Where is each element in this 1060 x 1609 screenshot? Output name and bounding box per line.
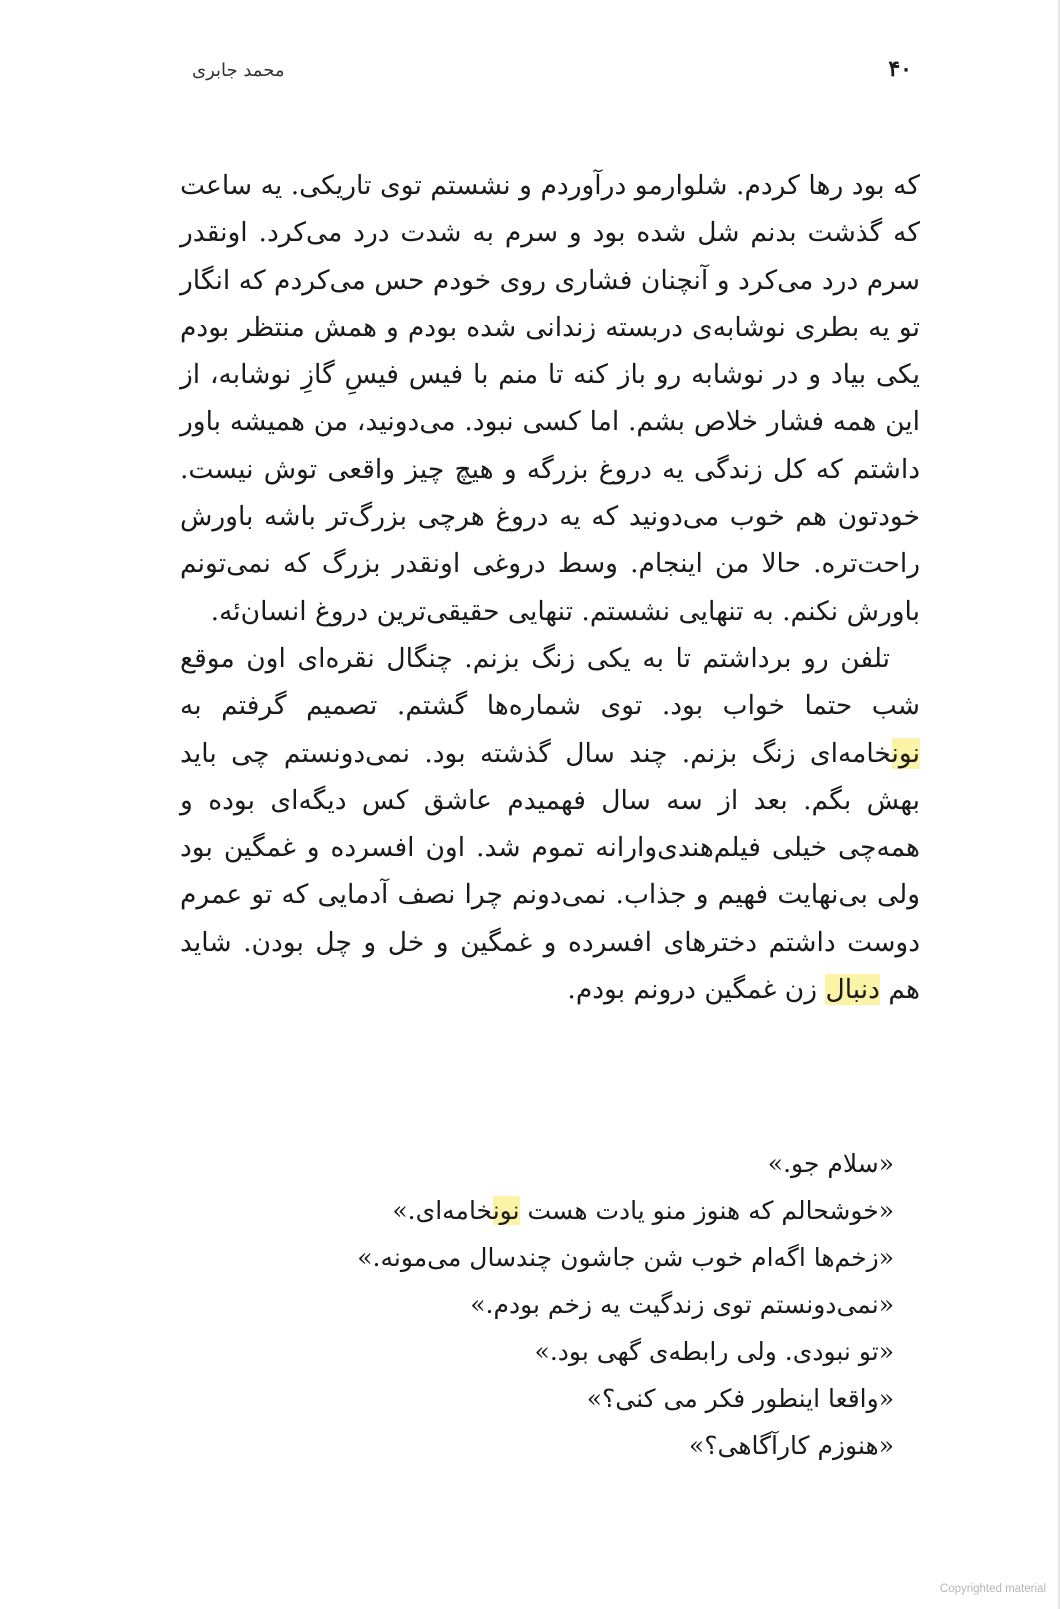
page-header	[192, 56, 912, 96]
paragraph-text: که بود رها کردم. شلوارمو درآوردم و نشستم توی تاریکی. یه ساعت که گذشت بدنم شل شده بود و سرم به شدت درد می‌کرد. اونقدر سرم درد می‌کرد و آنچنان فشاری روی خودم حس می‌کردم که انگار تو یه بطری نوشابه‌ی دربسته زندانی شده بودم و همش منتظر بودم یکی بیاد و در نوشابه رو باز کنه تا منم با فیس فیسِ گازِ نوشابه، از این همه فشار خلاص بشم. اما کسی نبود. می‌دونید، من همیشه باور داشتم که کل زندگی یه دروغ بزرگه و هیچ چیز واقعی توش نیست. خودتون هم خوب می‌دونید که یه دروغ هرچی بزرگ‌تر باشه باورش راحت‌تره. حالا من اینجام. وسط دروغی اونقدر بزرگ که نمی‌تونم باورش نکنم. به تنهایی نشستم. تنهایی حقیقی‌ترین دروغ انسان‌ئه.	[180, 170, 920, 627]
paragraph	[180, 635, 920, 1013]
dialogue-line	[180, 1187, 894, 1234]
dialogue-text: خامه‌ای.»	[392, 1196, 493, 1225]
dialogue-line: «هنوزم کارآگاهی؟»	[688, 1431, 894, 1460]
body-text	[180, 162, 920, 1013]
dialogue-line: «سلام جو.»	[767, 1149, 894, 1178]
highlighted-word[interactable]: نون	[891, 737, 920, 769]
paragraph-text: تلفن رو برداشتم تا به یکی زنگ بزنم. چنگال نقره‌ای اون موقع شب حتما خواب بود. توی شماره‌ها گشتم. تصمیم گرفتم به	[180, 642, 920, 722]
paragraph	[180, 162, 920, 635]
paragraph-text: خامه‌ای زنگ بزنم. چند سال گذشته بود. نمی‌دونستم چی باید بهش بگم. بعد از سه سال فهمیدم عاشق کس دیگه‌ای بوده و همه‌چی خیلی فیلم‌هندی‌وارانه تموم شد. اون افسرده و غمگین بود ولی بی‌نهایت فهیم و جذاب. نمی‌دونم چرا نصف آدمایی که تو عمرم دوست داشتم دخترهای افسرده و غمگین و خل و چل بودن. شاید هم	[180, 737, 920, 1006]
highlighted-word[interactable]: نون	[492, 1196, 520, 1225]
copyright-notice: Copyrighted material	[939, 1583, 1046, 1595]
running-head-author: محمد جابری	[192, 60, 285, 81]
dialogue-text: «خوشحالم که هنوز منو یادت هست	[519, 1196, 894, 1225]
page-number: ۴۰	[888, 56, 912, 82]
dialogue-line: «نمی‌دونستم توی زندگیت یه زخم بودم.»	[470, 1290, 894, 1319]
dialogue-block	[180, 1140, 920, 1469]
dialogue-line: «تو نبودی. ولی رابطه‌ی گهی بود.»	[534, 1337, 894, 1366]
highlighted-word[interactable]: دنبال	[825, 974, 880, 1006]
dialogue-line: «زخم‌ها اگه‌ام خوب شن جاشون چندسال می‌مونه.»	[357, 1243, 894, 1272]
paragraph-text: زن غمگین درونم بودم.	[567, 974, 826, 1006]
dialogue-line: «واقعا اینطور فکر می کنی؟»	[586, 1384, 894, 1413]
